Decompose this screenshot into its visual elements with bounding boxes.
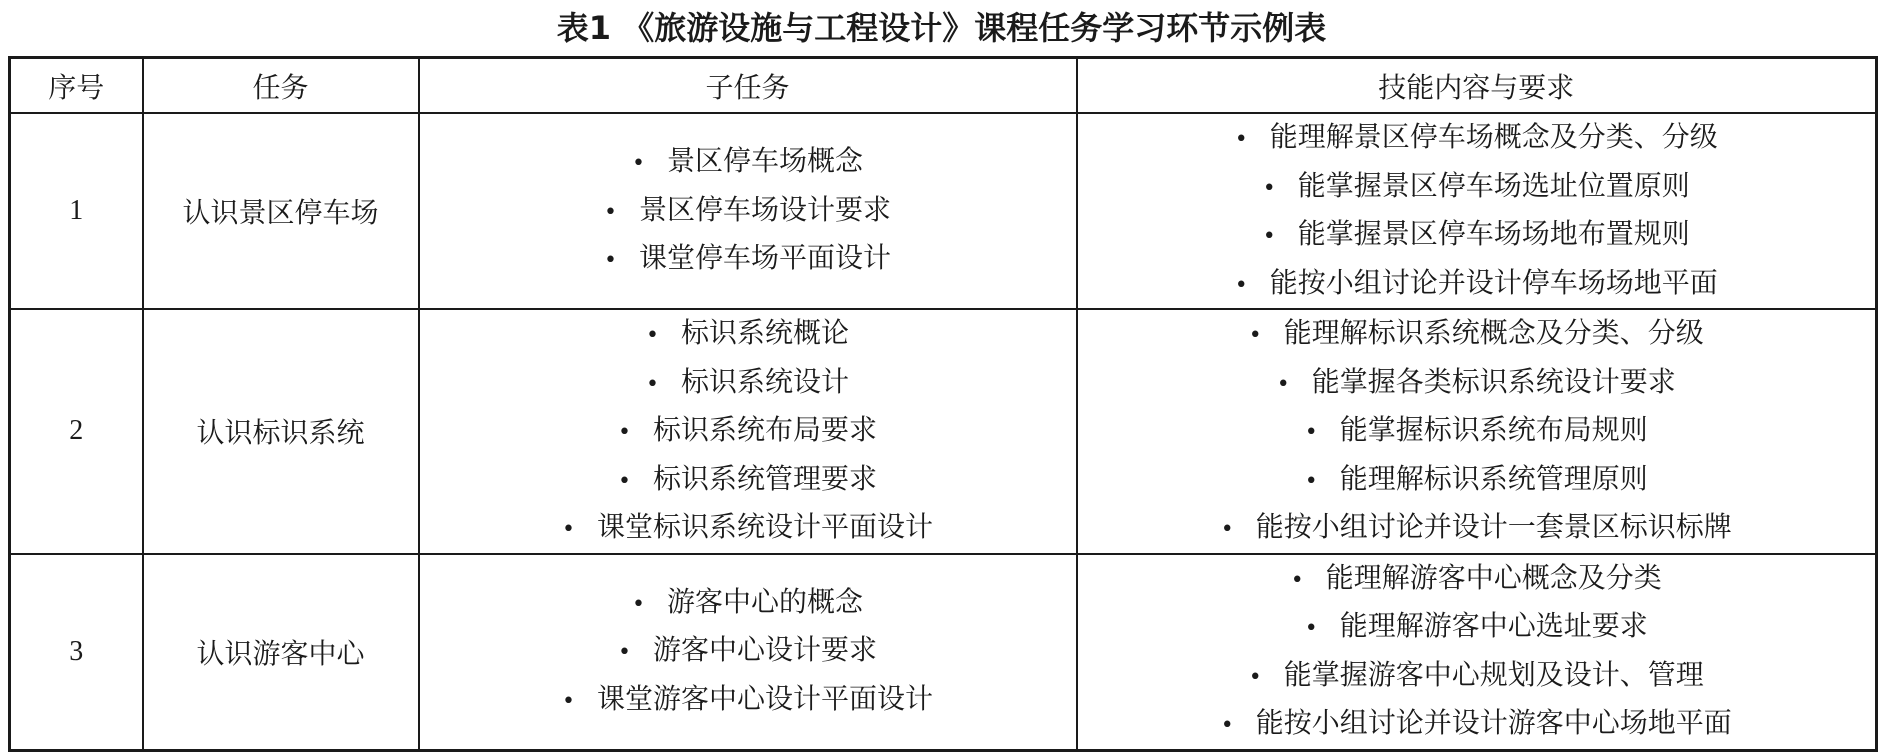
table-title: 表1 《旅游设施与工程设计》课程任务学习环节示例表 xyxy=(556,9,1327,47)
list-item: • 课堂游客中心设计平面设计 xyxy=(562,676,933,725)
bullet-icon: • xyxy=(1248,664,1262,690)
list-item: • 能掌握景区停车场场地布置规则 xyxy=(1235,211,1718,260)
table-row xyxy=(10,113,1877,309)
skill-list xyxy=(1221,310,1732,553)
subtask-list xyxy=(562,579,933,725)
row-subtasks xyxy=(419,113,1077,309)
table-row xyxy=(10,309,1877,554)
bullet-icon: • xyxy=(1262,175,1276,201)
list-item: • 能理解标识系统概念及分类、分级 xyxy=(1221,310,1732,359)
list-item: • 能掌握各类标识系统设计要求 xyxy=(1221,359,1732,408)
bullet-icon: • xyxy=(604,248,617,274)
row-number: 2 xyxy=(10,309,143,554)
subtask-list xyxy=(562,310,933,553)
list-item: • 课堂停车场平面设计 xyxy=(604,235,891,284)
bullet-icon: • xyxy=(1220,517,1234,542)
table-row xyxy=(10,554,1877,751)
list-item: • 景区停车场概念 xyxy=(604,138,891,187)
course-task-table xyxy=(8,56,1878,752)
bullet-icon: • xyxy=(604,199,617,225)
list-item: • 标识系统设计 xyxy=(562,359,933,408)
table-header-row xyxy=(10,58,1877,114)
bullet-icon: • xyxy=(618,468,631,494)
list-item: • 能掌握游客中心规划及设计、管理 xyxy=(1221,652,1732,701)
list-item: • 能按小组讨论并设计游客中心场地平面 xyxy=(1221,700,1732,749)
row-task: 认识标识系统 xyxy=(143,309,419,554)
bullet-icon: • xyxy=(632,591,645,617)
skill-list xyxy=(1221,555,1732,749)
header-number: 序号 xyxy=(10,58,143,114)
bullet-icon: • xyxy=(1220,713,1234,738)
list-item: • 景区停车场设计要求 xyxy=(604,187,891,236)
bullet-icon: • xyxy=(632,151,645,177)
bullet-icon: • xyxy=(618,420,631,445)
list-item: • 课堂标识系统设计平面设计 xyxy=(562,504,933,553)
bullet-icon: • xyxy=(1290,567,1304,593)
list-item: • 标识系统概论 xyxy=(562,310,933,359)
row-task: 认识游客中心 xyxy=(143,554,419,751)
bullet-icon: • xyxy=(1234,272,1248,298)
list-item: • 游客中心的概念 xyxy=(562,579,933,628)
list-item: • 标识系统布局要求 xyxy=(562,407,933,456)
list-item: • 能理解景区停车场概念及分类、分级 xyxy=(1235,114,1718,163)
header-skills: 技能内容与要求 xyxy=(1077,58,1877,114)
subtask-list xyxy=(604,138,891,284)
row-number: 1 xyxy=(10,113,143,309)
bullet-icon: • xyxy=(1262,224,1276,249)
list-item: • 能理解游客中心概念及分类 xyxy=(1221,555,1732,604)
list-item: • 能按小组讨论并设计停车场场地平面 xyxy=(1235,260,1718,309)
row-task: 认识景区停车场 xyxy=(143,113,419,309)
list-item: • 能理解游客中心选址要求 xyxy=(1221,603,1732,652)
bullet-icon: • xyxy=(562,688,575,714)
list-item: • 能理解标识系统管理原则 xyxy=(1221,456,1732,505)
row-skills xyxy=(1077,554,1877,751)
row-number: 3 xyxy=(10,554,143,751)
bullet-icon: • xyxy=(1304,468,1318,494)
list-item: • 能按小组讨论并设计一套景区标识标牌 xyxy=(1221,504,1732,553)
bullet-icon: • xyxy=(618,640,631,666)
bullet-icon: • xyxy=(1304,616,1318,641)
skill-list xyxy=(1235,114,1718,308)
header-task: 任务 xyxy=(143,58,419,114)
row-skills xyxy=(1077,113,1877,309)
bullet-icon: • xyxy=(1276,371,1290,397)
bullet-icon: • xyxy=(1304,420,1318,445)
header-subtask: 子任务 xyxy=(419,58,1077,114)
row-subtasks xyxy=(419,309,1077,554)
bullet-icon: • xyxy=(646,323,659,348)
bullet-icon: • xyxy=(1234,127,1248,152)
bullet-icon: • xyxy=(562,517,575,542)
row-skills xyxy=(1077,309,1877,554)
list-item: • 游客中心设计要求 xyxy=(562,627,933,676)
bullet-icon: • xyxy=(646,371,659,397)
list-item: • 能掌握标识系统布局规则 xyxy=(1221,407,1732,456)
list-item: • 能掌握景区停车场选址位置原则 xyxy=(1235,163,1718,212)
list-item: • 标识系统管理要求 xyxy=(562,456,933,505)
bullet-icon: • xyxy=(1248,323,1262,348)
row-subtasks xyxy=(419,554,1077,751)
